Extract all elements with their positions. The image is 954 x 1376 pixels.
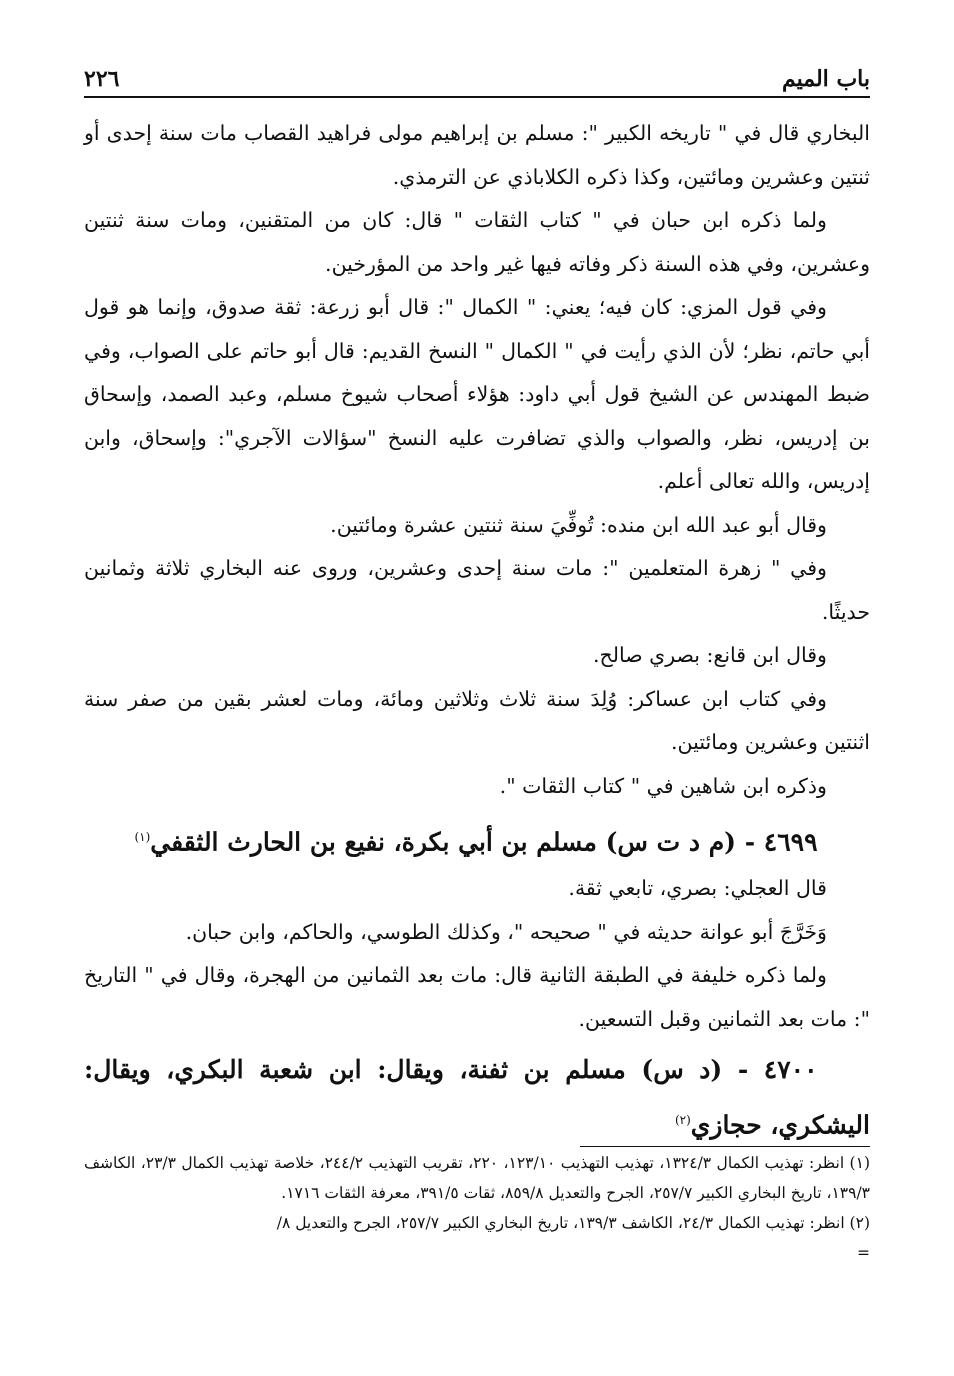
entry-title: ٤٧٠٠ - (د س) مسلم بن ثفنة، ويقال: ابن شعبة البكري، ويقال: اليشكري، حجازي	[84, 1055, 870, 1140]
entry-heading	[84, 1045, 870, 1150]
paragraph: وفي قول المزي: كان فيه؛ يعني: " الكمال ": قال أبو زرعة: ثقة صدوق، وإنما هو قول أبي حاتم، نظر؛ لأن الذي رأيت في " الكمال " النسخ القديم: قال أبو حاتم على الصواب، وفي ضبط المهندس عن الشيخ قول أبي داود: هؤلاء أصحاب شيوخ مسلم، وعبد الصمد، وإسحاق بن إدريس، نظر، والصواب والذي تضافرت عليه النسخ "سؤالات الآجري": وإسحاق، وابن إدريس، والله تعالى أعلم.	[84, 295, 870, 493]
paragraph: وقال ابن قانع: بصري صالح.	[592, 643, 827, 667]
paragraph: البخاري قال في " تاريخه الكبير ": مسلم بن إبراهيم مولى فراهيد القصاب مات سنة إحدى أو ثنتين وعشرين ومائتين، وكذا ذكره الكلاباذي عن الترمذي.	[84, 121, 870, 189]
page-header	[84, 62, 870, 98]
running-head: باب الميم	[781, 66, 870, 92]
page-number: ٢٢٦	[84, 66, 120, 92]
paragraph: وَخَرَّجَ أبو عوانة حديثه في " صحيحه "، وكذلك الطوسي، والحاكم، وابن حبان.	[185, 919, 827, 944]
footnote-continuation-mark: =	[857, 1244, 870, 1262]
footnote-marker: (٢)	[674, 1113, 691, 1128]
footnote: (١) انظر: تهذيب الكمال ١٣٢٤/٣، تهذيب التهذيب ١٢٣/١٠، ٢٢٠، تقريب التهذيب ٢٤٤/٢، خلاصة تهذيب الكمال ٢٣/٣، الكاشف ١٣٩/٣، تاريخ البخاري الكبير ٢٥٧/٧، الجرح والتعديل ٨٥٩/٨، ثقات ٣٩١/٥، معرفة الثقات ١٧١٦.	[84, 1154, 870, 1202]
page-body	[84, 112, 870, 1151]
entry-heading	[84, 812, 870, 867]
paragraph: وقال أبو عبد الله ابن منده: تُوفِّيَ سنة ثنتين عشرة ومائتين.	[330, 512, 827, 537]
entry-title: ٤٦٩٩ - (م د ت س) مسلم بن أبي بكرة، نفيع بن الحارث الثقفي	[150, 827, 818, 857]
footnote-marker: (١)	[134, 830, 151, 844]
footnote-separator	[580, 1146, 870, 1147]
footnote: (٢) انظر: تهذيب الكمال ٢٤/٣، الكاشف ١٣٩/٣، تاريخ البخاري الكبير ٢٥٧/٧، الجرح والتعديل ٨/	[276, 1214, 870, 1232]
footnotes	[84, 1148, 870, 1268]
paragraph: وفي كتاب ابن عساكر: وُلِدَ سنة ثلاث وثلاثين ومائة، ومات لعشر بقين من صفر سنة اثنتين وعشرين ومائتين.	[84, 686, 870, 754]
paragraph: ولما ذكره ابن حبان في " كتاب الثقات " قال: كان من المتقنين، ومات سنة ثنتين وعشرين، وفي هذه السنة ذكر وفاته فيها غير واحد من المؤرخين.	[84, 208, 870, 276]
paragraph: ولما ذكره خليفة في الطبقة الثانية قال: مات بعد الثمانين من الهجرة، وقال في " التاريخ ": مات بعد الثمانين وقبل التسعين.	[84, 963, 870, 1031]
paragraph: قال العجلي: بصري، تابعي ثقة.	[568, 876, 827, 901]
paragraph: وفي " زهرة المتعلمين ": مات سنة إحدى وعشرين، وروى عنه البخاري ثلاثة وثمانين حديثًا.	[84, 556, 870, 624]
paragraph: وذكره ابن شاهين في " كتاب الثقات ".	[499, 773, 827, 798]
